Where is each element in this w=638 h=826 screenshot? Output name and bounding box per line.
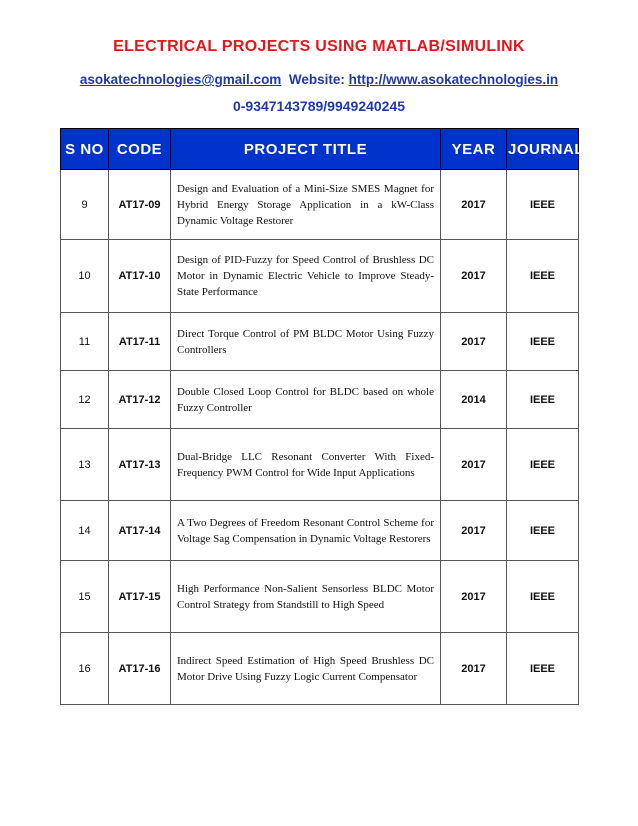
projects-table [60, 128, 585, 705]
column-header-sno: S NO [61, 129, 109, 170]
cell-journal: IEEE [507, 313, 579, 371]
cell-code: AT17-15 [109, 561, 171, 633]
cell-title: Double Closed Loop Control for BLDC based on whole Fuzzy Controller [171, 371, 441, 429]
cell-code: AT17-12 [109, 371, 171, 429]
phone-number: 0-9347143789/9949240245 [232, 98, 406, 114]
cell-sno: 12 [61, 371, 109, 429]
cell-title: Design and Evaluation of a Mini-Size SMES Magnet for Hybrid Energy Storage Application in a kW-Class Dynamic Voltage Restorer [171, 170, 441, 240]
cell-code: AT17-16 [109, 633, 171, 705]
cell-title: A Two Degrees of Freedom Resonant Control Scheme for Voltage Sag Compensation in Dynamic Voltage Restorers [171, 501, 441, 561]
table-row [61, 371, 579, 429]
cell-code: AT17-10 [109, 240, 171, 313]
cell-year: 2017 [441, 501, 507, 561]
website-label: Website: [288, 72, 345, 87]
cell-title: High Performance Non-Salient Sensorless BLDC Motor Control Strategy from Standstill to High Speed [171, 561, 441, 633]
cell-title: Dual-Bridge LLC Resonant Converter With Fixed-Frequency PWM Control for Wide Input Applications [171, 429, 441, 501]
cell-sno: 14 [61, 501, 109, 561]
cell-sno: 11 [61, 313, 109, 371]
cell-title: Indirect Speed Estimation of High Speed Brushless DC Motor Drive Using Fuzzy Logic Current Compensator [171, 633, 441, 705]
column-header-journal: JOURNAL [507, 129, 579, 170]
table-row [61, 561, 579, 633]
cell-journal: IEEE [507, 633, 579, 705]
page-title: ELECTRICAL PROJECTS USING MATLAB/SIMULINK [113, 38, 525, 55]
cell-year: 2014 [441, 371, 507, 429]
table-row [61, 313, 579, 371]
website-link[interactable]: http://www.asokatechnologies.in [348, 72, 559, 87]
cell-year: 2017 [441, 170, 507, 240]
cell-title: Direct Torque Control of PM BLDC Motor Using Fuzzy Controllers [171, 313, 441, 371]
cell-journal: IEEE [507, 429, 579, 501]
cell-sno: 13 [61, 429, 109, 501]
cell-code: AT17-09 [109, 170, 171, 240]
table-row [61, 429, 579, 501]
cell-code: AT17-11 [109, 313, 171, 371]
table-row [61, 501, 579, 561]
cell-journal: IEEE [507, 240, 579, 313]
cell-sno: 15 [61, 561, 109, 633]
cell-year: 2017 [441, 240, 507, 313]
cell-sno: 16 [61, 633, 109, 705]
table-row [61, 633, 579, 705]
cell-title: Design of PID-Fuzzy for Speed Control of Brushless DC Motor in Dynamic Electric Vehicle to Improve Steady-State Performance [171, 240, 441, 313]
cell-journal: IEEE [507, 501, 579, 561]
cell-journal: IEEE [507, 371, 579, 429]
cell-year: 2017 [441, 313, 507, 371]
email-link[interactable]: asokatechnologies@gmail.com [79, 72, 282, 87]
column-header-title: PROJECT TITLE [171, 129, 441, 170]
cell-journal: IEEE [507, 561, 579, 633]
table-row [61, 240, 579, 313]
cell-sno: 10 [61, 240, 109, 313]
column-header-code: CODE [109, 129, 171, 170]
cell-code: AT17-14 [109, 501, 171, 561]
cell-year: 2017 [441, 429, 507, 501]
cell-journal: IEEE [507, 170, 579, 240]
table-row [61, 170, 579, 240]
column-header-year: YEAR [441, 129, 507, 170]
cell-sno: 9 [61, 170, 109, 240]
cell-code: AT17-13 [109, 429, 171, 501]
cell-year: 2017 [441, 561, 507, 633]
contact-line [0, 72, 638, 87]
cell-year: 2017 [441, 633, 507, 705]
table-header-row [61, 129, 579, 170]
